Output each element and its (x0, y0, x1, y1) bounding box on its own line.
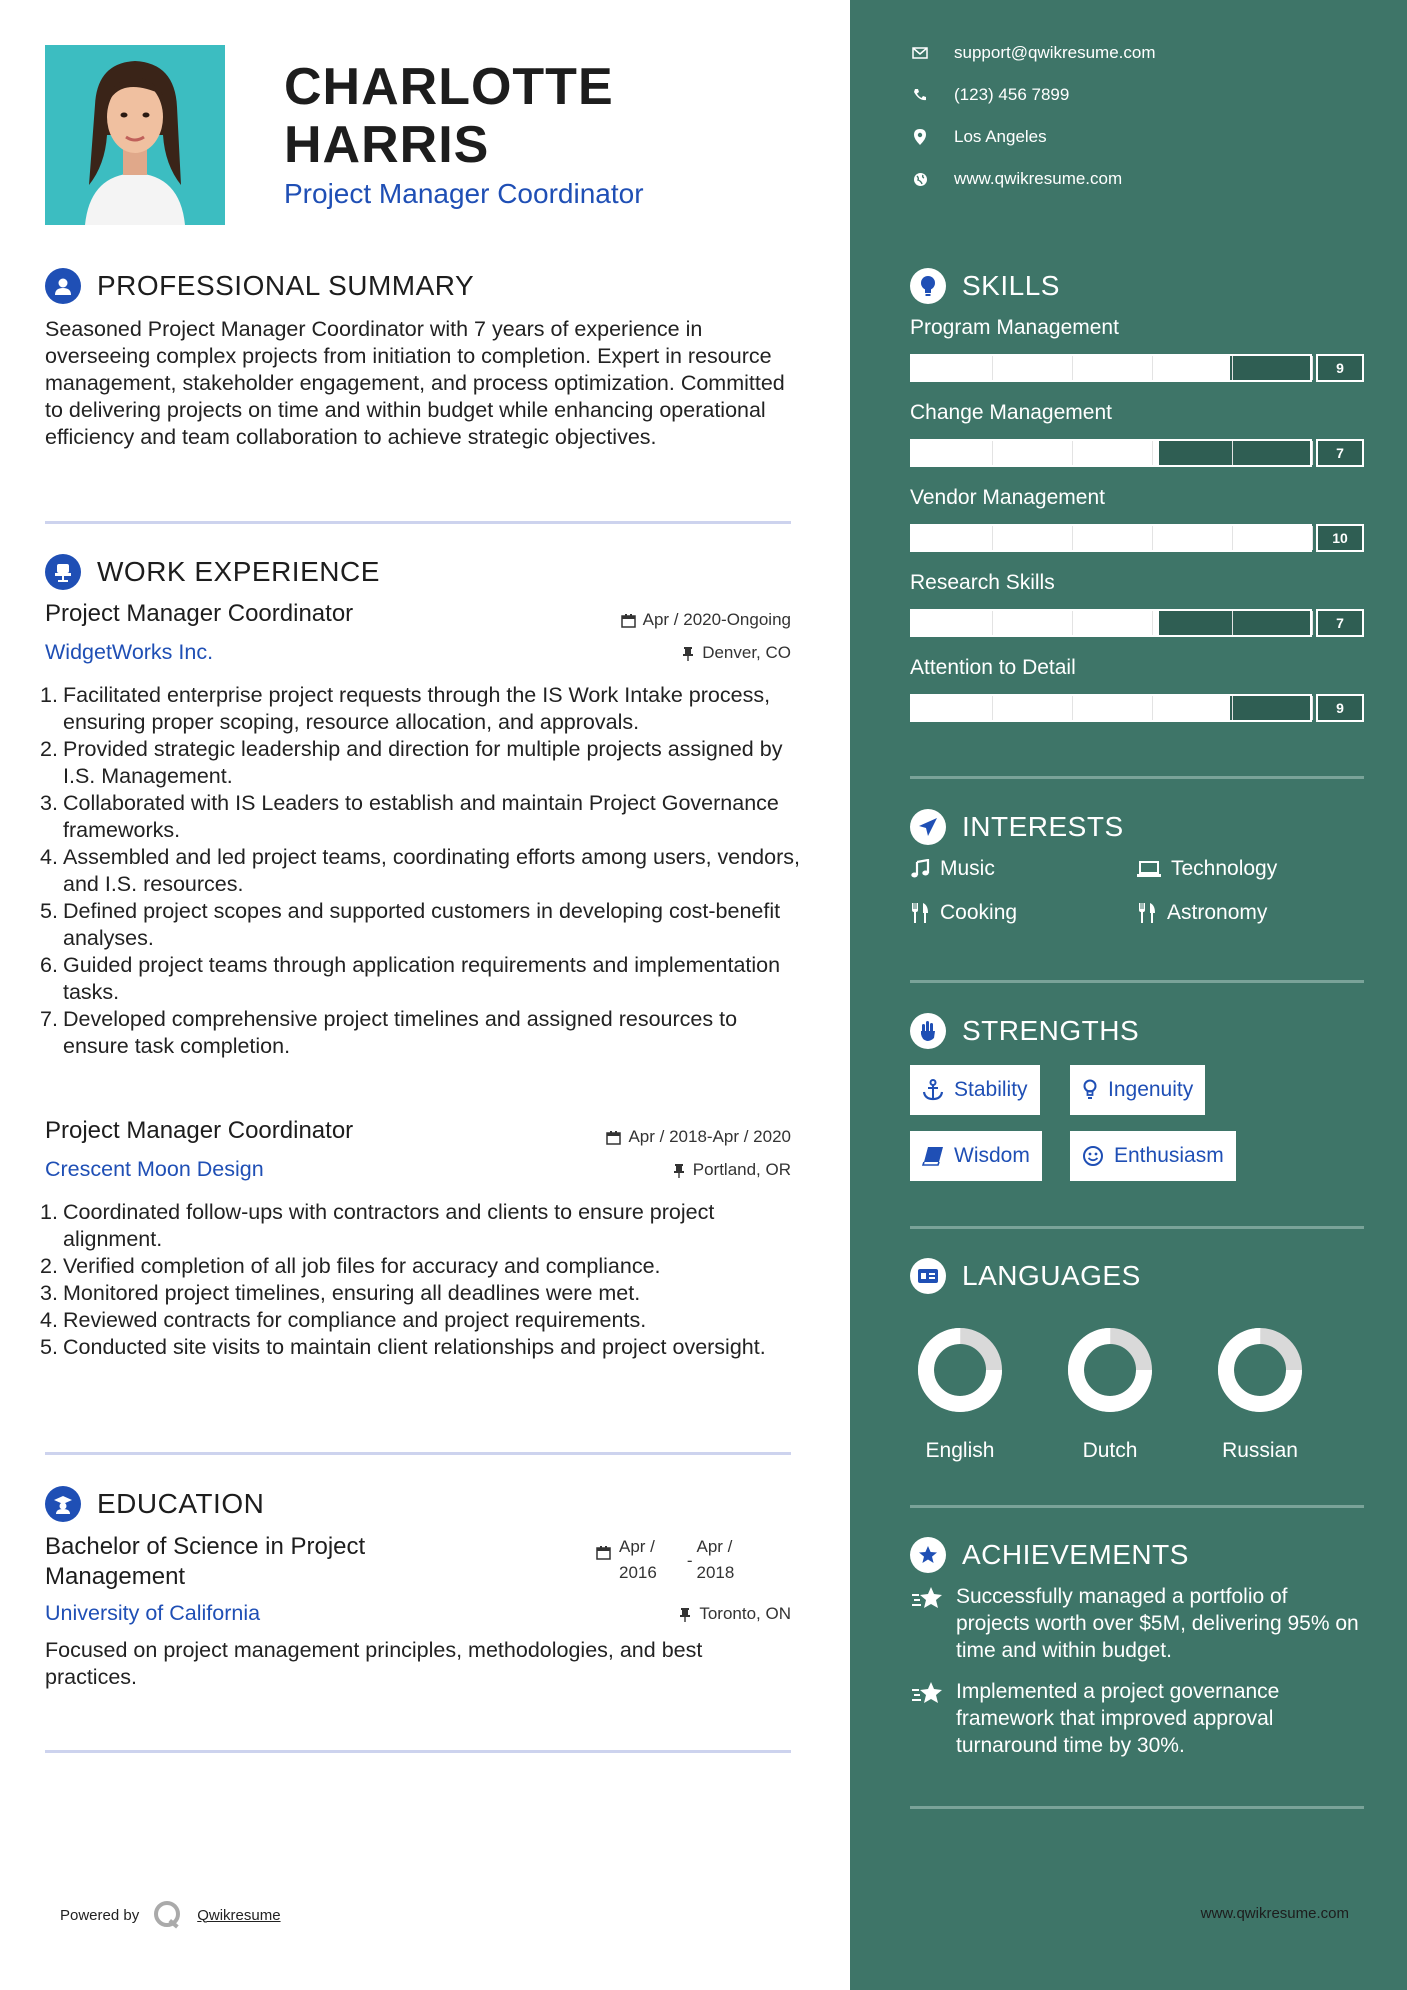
contact-phone[interactable]: (123) 456 7899 (910, 85, 1069, 105)
profile-photo (45, 45, 225, 225)
skill-name: Vendor Management (910, 486, 1105, 509)
user-icon (45, 268, 81, 304)
skill-name: Attention to Detail (910, 656, 1076, 679)
school-name: University of California (45, 1601, 261, 1625)
education-heading: EDUCATION (45, 1486, 264, 1522)
job-location: Denver, CO (681, 643, 791, 663)
strengths-heading: STRENGTHS (910, 1013, 1139, 1049)
languages-heading: LANGUAGES (910, 1258, 1141, 1294)
list-item: 3. Monitored project timelines, ensuring all deadlines were met. (40, 1281, 641, 1305)
summary-text: Seasoned Project Manager Coordinator with 7 years of experience in overseeing complex projects from initiation to completion. Expert in resource management, stakeholder engagement, and process optimization. Committed to delivering projects on time and within budget while enhancing operational efficiency and team collaboration to achieve strategic objectives. (45, 317, 785, 449)
skill-bar (910, 439, 1312, 467)
job-bullets (40, 682, 800, 1060)
skill-bar (910, 694, 1312, 722)
education-location: Toronto, ON (678, 1604, 791, 1624)
music-icon (910, 859, 930, 879)
skill-bar (910, 609, 1312, 637)
list-item: 2. Verified completion of all job files for accuracy and compliance. (40, 1254, 661, 1278)
lightbulb-icon (910, 268, 946, 304)
book-icon (922, 1146, 944, 1166)
pin-icon (681, 646, 695, 661)
language-item (910, 1320, 1010, 1463)
job-title: Project Manager Coordinator (45, 600, 354, 627)
candidate-name: CHARLOTTE HARRIS (284, 58, 614, 174)
company-name: WidgetWorks Inc. (45, 640, 214, 664)
job-dates: Apr / 2018-Apr / 2020 (606, 1127, 791, 1147)
work-heading: WORK EXPERIENCE (45, 554, 380, 590)
degree-title: Bachelor of Science in Project Management (45, 1533, 366, 1590)
paper-plane-icon (910, 809, 946, 845)
job-location: Portland, OR (672, 1160, 791, 1180)
lightbulb-icon (1082, 1079, 1098, 1101)
interest-cooking: Cooking (910, 901, 1017, 925)
qwikresume-link[interactable]: Qwikresume (197, 1906, 281, 1924)
achievement-item: Implemented a project governance framework that improved approval turnaround time by 30%. (910, 1678, 1360, 1759)
skill-bar-fill (912, 696, 1230, 720)
divider (910, 1806, 1364, 1809)
skill-level-badge: 7 (1316, 439, 1364, 467)
divider (910, 776, 1364, 779)
divider (45, 521, 791, 524)
skill-bar (910, 354, 1312, 382)
qwikresume-logo-icon (153, 1900, 183, 1930)
skill-level-badge: 9 (1316, 354, 1364, 382)
company-name: Crescent Moon Design (45, 1157, 264, 1181)
star-icon (910, 1585, 946, 1613)
envelope-icon (910, 43, 930, 63)
list-item: 3. Collaborated with IS Leaders to establish and maintain Project Governance frameworks. (40, 791, 779, 842)
list-item: 2. Provided strategic leadership and direction for multiple projects assigned by I.S. Management. (40, 737, 783, 788)
divider (910, 1226, 1364, 1229)
contact-location: Los Angeles (910, 127, 1047, 147)
divider (910, 980, 1364, 983)
briefcase-chair-icon (45, 554, 81, 590)
strength-ingenuity: Ingenuity (1070, 1065, 1205, 1115)
language-level-donut (910, 1320, 1010, 1420)
skill-bar (910, 524, 1312, 552)
language-name: Dutch (1082, 1439, 1138, 1462)
skill-level-badge: 9 (1316, 694, 1364, 722)
candidate-title: Project Manager Coordinator (284, 178, 644, 209)
achievements-heading: ACHIEVEMENTS (910, 1537, 1189, 1573)
list-item: 4. Reviewed contracts for compliance and project requirements. (40, 1308, 647, 1332)
interest-astronomy: Astronomy (1137, 901, 1267, 925)
contact-website[interactable]: www.qwikresume.com (910, 169, 1122, 189)
skill-bar-fill (912, 611, 1159, 635)
phone-icon (910, 85, 930, 105)
education-description: Focused on project management principles, methodologies, and best practices. (45, 1638, 703, 1689)
interest-music: Music (910, 857, 995, 881)
list-item: 1. Facilitated enterprise project requests through the IS Work Intake process, ensuring proper scoping, resource allocation, and approvals. (40, 683, 771, 734)
skills-heading: SKILLS (910, 268, 1060, 304)
skill-name: Research Skills (910, 571, 1055, 594)
calendar-icon (606, 1130, 621, 1145)
language-level-donut (1210, 1320, 1310, 1420)
contact-email[interactable]: support@qwikresume.com (910, 43, 1156, 63)
list-item: 1. Coordinated follow-ups with contractors and clients to ensure project alignment. (40, 1200, 715, 1251)
hand-icon (910, 1013, 946, 1049)
language-name: English (925, 1439, 995, 1462)
interest-technology: Technology (1137, 857, 1277, 881)
divider (45, 1452, 791, 1455)
laptop-icon (1137, 860, 1161, 878)
footer-website[interactable]: www.qwikresume.com (1200, 1905, 1349, 1922)
language-icon (910, 1258, 946, 1294)
sidebar (850, 0, 1407, 1990)
map-marker-icon (910, 127, 930, 147)
globe-icon (910, 169, 930, 189)
list-item: 5. Conducted site visits to maintain client relationships and project oversight. (40, 1335, 766, 1359)
language-item (1210, 1320, 1310, 1463)
pin-icon (672, 1163, 686, 1178)
language-level-donut (1060, 1320, 1160, 1420)
skill-name: Program Management (910, 316, 1119, 339)
star-icon (910, 1680, 946, 1708)
summary-heading: PROFESSIONAL SUMMARY (45, 268, 474, 304)
interests-heading: INTERESTS (910, 809, 1124, 845)
strength-enthusiasm: Enthusiasm (1070, 1131, 1236, 1181)
graduate-icon (45, 1486, 81, 1522)
pin-icon (678, 1607, 692, 1622)
language-name: Russian (1222, 1439, 1298, 1462)
list-item: 7. Developed comprehensive project timelines and assigned resources to ensure task completion. (40, 1007, 738, 1058)
divider (45, 1750, 791, 1753)
divider (910, 1505, 1364, 1508)
anchor-icon (922, 1079, 944, 1101)
list-item: 4. Assembled and led project teams, coordinating efforts among users, vendors, and I.S. resources. (40, 845, 800, 896)
utensils-icon (910, 902, 930, 924)
calendar-icon (596, 1545, 611, 1560)
list-item: 5. Defined project scopes and supported customers in developing cost-benefit analyses. (40, 899, 781, 950)
skill-bar-fill (912, 356, 1230, 380)
job-dates: Apr / 2020-Ongoing (621, 610, 791, 630)
skill-bar-fill (912, 526, 1310, 550)
language-item (1060, 1320, 1160, 1463)
list-item: 6. Guided project teams through application requirements and implementation tasks. (40, 953, 781, 1004)
job-bullets (40, 1199, 800, 1361)
job-title: Project Manager Coordinator (45, 1117, 354, 1144)
calendar-icon (621, 613, 636, 628)
achievement-item: Successfully managed a portfolio of projects worth over $5M, delivering 95% on time and within budget. (910, 1583, 1360, 1664)
education-dates: Apr / 2016 - Apr / 2018 (596, 1534, 734, 1586)
skill-bar-fill (912, 441, 1159, 465)
smile-icon (1082, 1145, 1104, 1167)
utensils-icon (1137, 902, 1157, 924)
strength-wisdom: Wisdom (910, 1131, 1042, 1181)
strength-stability: Stability (910, 1065, 1040, 1115)
skill-level-badge: 10 (1316, 524, 1364, 552)
skill-name: Change Management (910, 401, 1112, 424)
skill-level-badge: 7 (1316, 609, 1364, 637)
star-badge-icon (910, 1537, 946, 1573)
powered-by: Powered by Qwikresume (60, 1900, 281, 1930)
